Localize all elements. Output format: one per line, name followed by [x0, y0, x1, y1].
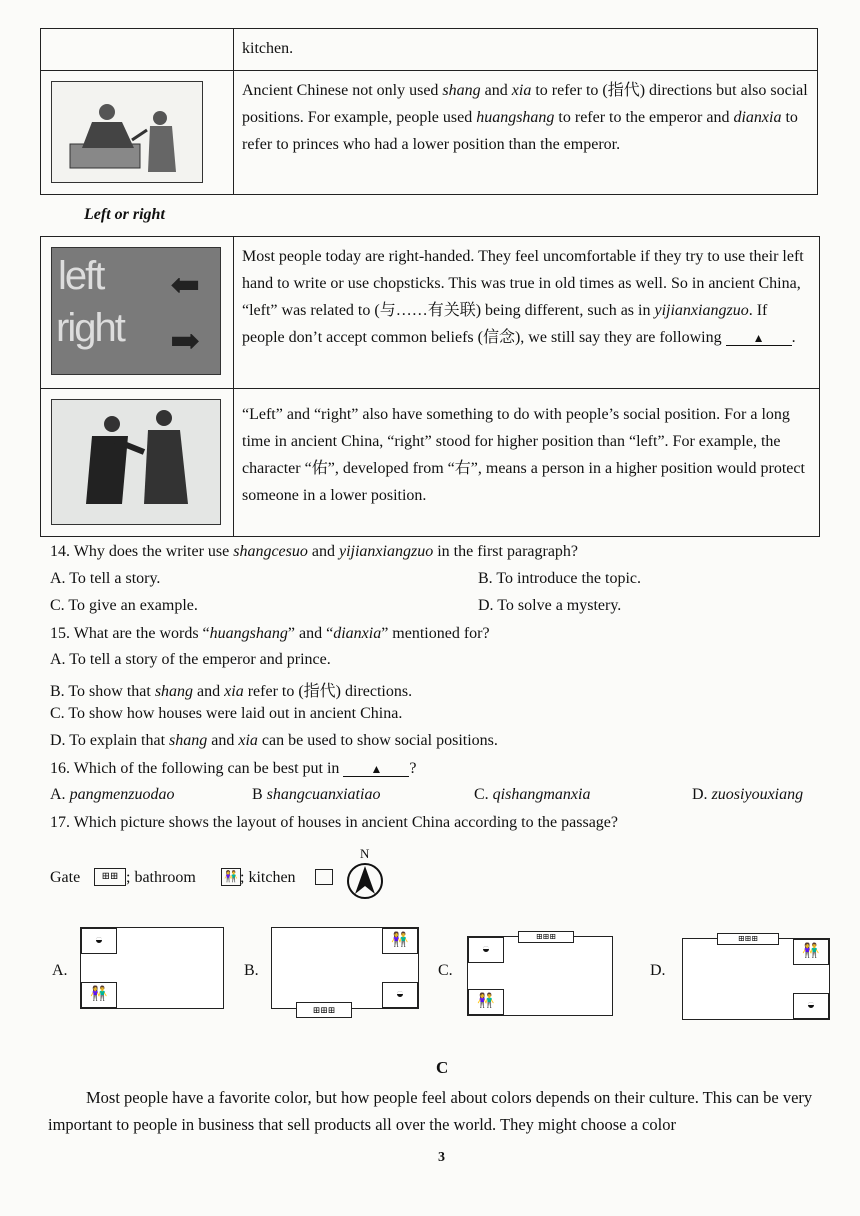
left-right-table [40, 236, 820, 537]
kitchen-cell [234, 29, 818, 71]
q14-option-b: B. To introduce the topic. [478, 570, 641, 587]
bathroom-icon: 👫 [382, 928, 418, 954]
layout-c-label: C. [438, 962, 453, 979]
section-title: Left or right [84, 206, 165, 223]
kitchen-icon: ◒ [81, 928, 117, 954]
q14-option-c: C. To give an example. [50, 597, 198, 614]
positions-cell [234, 71, 818, 195]
kitchen-icon: ◒ [468, 937, 504, 963]
top-table [40, 28, 818, 195]
gate-icon: ⊞⊞⊞ [296, 1002, 352, 1018]
bathroom-icon: 👫 [468, 989, 504, 1015]
q15-option-a: A. To tell a story of the emperor and prince. [50, 651, 331, 668]
layout-d-label: D. [650, 962, 666, 979]
layout-a [80, 927, 224, 1009]
bowing-picture-cell [41, 389, 234, 537]
q15-option-d: D. To explain that shang and xia can be used to show social positions. [50, 732, 498, 749]
emperor-bow-illustration [52, 82, 202, 182]
left-right-text-cell [234, 237, 820, 389]
kitchen-icon: ◒ [793, 993, 829, 1019]
gate-icon: ⊞⊞⊞ [717, 933, 779, 945]
north-label: N [360, 846, 370, 861]
layout-b-label: B. [244, 962, 259, 979]
arrow-left-icon: ⬅ [170, 265, 201, 305]
q16-option-b: B shangcuanxiatiao [252, 786, 381, 803]
layout-b [271, 927, 419, 1015]
empty-cell [41, 29, 234, 71]
left-right-sign-picture [51, 247, 221, 375]
q16-option-a: A. pangmenzuodao [50, 786, 175, 803]
layout-c [467, 932, 613, 1016]
kitchen-icon [315, 869, 333, 885]
q14-option-a: A. To tell a story. [50, 570, 161, 587]
bathroom-icon: 👫 [793, 939, 829, 965]
legend-bathroom-label: ; bathroom [126, 869, 196, 886]
legend-gate-label: Gate [50, 869, 81, 886]
section-c-title: C [436, 1058, 449, 1077]
q15-stem: 15. What are the words “huangshang” and “dianxia” mentioned for? [50, 625, 490, 642]
layout-d [682, 934, 830, 1020]
emperor-picture-cell [41, 71, 234, 195]
arrow-right-icon: ➡ [170, 321, 201, 361]
bowing-figures-illustration [52, 400, 220, 524]
q15-option-b: B. To show that shang and xia refer to (指代) directions. [50, 683, 413, 700]
compass-icon [346, 862, 384, 900]
q16-stem: 16. Which of the following can be best put in ▲ ? [50, 760, 417, 777]
left-right-picture-cell [41, 237, 234, 389]
gate-icon: ⊞⊞⊞ [518, 931, 574, 943]
positions-text: Ancient Chinese not only used shang and xia to refer to (指代) directions but also social positions. For example, people used huangshang to refer to the emperor and dianxia to refer to princes who had a lower position than the emperor. [242, 82, 808, 153]
kitchen-icon: ◒ [382, 982, 418, 1008]
left-right-text: Most people today are right-handed. They feel uncomfortable if they try to use their left hand to write or use chopsticks. This was true in old times as well. So in ancient China, “left” was related to (与……有关联) being different, such as in yijianxiangzuo. If people don’t accept common beliefs (信念), we still say they are following ▲ . [242, 248, 804, 346]
social-text: “Left” and “right” also have something to do with people’s social position. For a long time in ancient China, “right” stood for higher position than “left”. For example, the character “佑”, developed from “右”, means a person in a higher position would protect someone in a lower position. [242, 406, 805, 504]
q16-option-c: C. qishangmanxia [474, 786, 591, 803]
left-word: left [58, 254, 104, 298]
emperor-picture [51, 81, 203, 183]
layout-a-label: A. [52, 962, 68, 979]
bathroom-icon: 👫 [81, 982, 117, 1008]
legend-kitchen-label: ; kitchen [240, 869, 296, 886]
gate-icon: ⊞⊞ [94, 868, 126, 886]
bowing-picture [51, 399, 221, 525]
section-c-paragraph: Most people have a favorite color, but how people feel about colors depends on their culture. This can be very important to people in business that sell products all over the world. They might choose a color [48, 1088, 813, 1134]
q16-option-d: D. zuosiyouxiang [692, 786, 804, 803]
right-word: right [56, 306, 124, 350]
social-text-cell [234, 389, 820, 537]
page-number: 3 [438, 1150, 445, 1165]
q14-option-d: D. To solve a mystery. [478, 597, 622, 614]
q17-stem: 17. Which picture shows the layout of houses in ancient China according to the passage? [50, 814, 618, 831]
q14-stem: 14. Why does the writer use shangcesuo and yijianxiangzuo in the first paragraph? [50, 543, 579, 560]
bathroom-icon: 👫 [221, 868, 241, 886]
kitchen-text: kitchen. [242, 40, 294, 57]
q15-option-c: C. To show how houses were laid out in ancient China. [50, 705, 403, 722]
